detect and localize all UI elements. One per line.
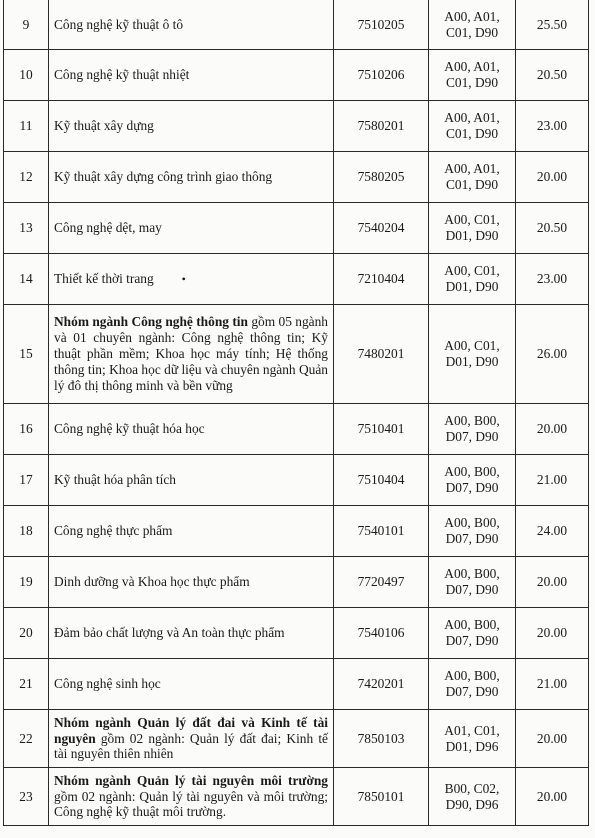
program-code: 7510401 (334, 404, 429, 455)
table-row (4, 203, 589, 254)
program-group-description: gồm 02 ngành: Quản lý tài nguyên và môi trường; Công nghệ kỹ thuật môi trường. (54, 788, 328, 820)
admission-score: 20.00 (516, 768, 589, 826)
admission-score: 21.00 (516, 455, 589, 506)
subject-combinations: A00, C01, D01, D90 (429, 305, 516, 404)
program-name: Thiết kế thời trang (54, 271, 154, 287)
subject-combinations: A00, B00, D07, D90 (429, 659, 516, 710)
program-code: 7480201 (334, 305, 429, 404)
table-row (4, 557, 589, 608)
program-code: 7580201 (334, 101, 429, 152)
subject-combinations: A00, B00, D07, D90 (429, 506, 516, 557)
program-group-title: Nhóm ngành Công nghệ thông tin (54, 314, 248, 330)
row-number: 14 (4, 254, 49, 305)
program-code: 7420201 (334, 659, 429, 710)
subject-combinations: A00, B00, D07, D90 (429, 404, 516, 455)
row-number: 15 (4, 305, 49, 404)
table-row (4, 305, 589, 404)
table-row (4, 152, 589, 203)
program-group-description: gồm 02 ngành: Quản lý đất đai; Kinh tế tài nguyên thiên nhiên (54, 730, 328, 762)
row-number: 9 (4, 0, 49, 50)
row-number: 22 (4, 710, 49, 768)
admission-score: 24.00 (516, 506, 589, 557)
program-code: 7540204 (334, 203, 429, 254)
row-number: 16 (4, 404, 49, 455)
program-name: Kỹ thuật xây dựng (49, 101, 334, 152)
admission-score: 21.00 (516, 659, 589, 710)
table-row (4, 101, 589, 152)
program-group-title: Nhóm ngành Quản lý đất đai và Kinh tế tài nguyên (54, 714, 328, 746)
admission-score: 26.00 (516, 305, 589, 404)
subject-combinations: A00, A01, C01, D90 (429, 152, 516, 203)
admission-score-table (3, 0, 589, 826)
admission-score: 20.00 (516, 152, 589, 203)
row-number: 12 (4, 152, 49, 203)
program-code: 7510206 (334, 50, 429, 101)
program-name: Công nghệ kỹ thuật ô tô (49, 0, 334, 50)
program-code: 7720497 (334, 557, 429, 608)
table-row (4, 50, 589, 101)
program-code: 7510404 (334, 455, 429, 506)
stray-mark: • (181, 272, 186, 287)
subject-combinations: A00, A01, C01, D90 (429, 50, 516, 101)
program-code: 7540106 (334, 608, 429, 659)
program-name: Công nghệ thực phẩm (49, 506, 334, 557)
program-name: Công nghệ kỹ thuật nhiệt (49, 50, 334, 101)
row-number: 19 (4, 557, 49, 608)
admission-score: 20.00 (516, 608, 589, 659)
program-name: Đảm bảo chất lượng và An toàn thực phẩm (49, 608, 334, 659)
admission-score: 23.00 (516, 254, 589, 305)
program-name: Dinh dưỡng và Khoa học thực phẩm (49, 557, 334, 608)
row-number: 13 (4, 203, 49, 254)
subject-combinations: A00, B00, D07, D90 (429, 455, 516, 506)
program-code: 7850103 (334, 710, 429, 768)
program-code: 7210404 (334, 254, 429, 305)
admission-score: 20.00 (516, 710, 589, 768)
table-row (4, 608, 589, 659)
row-number: 10 (4, 50, 49, 101)
program-name: Kỹ thuật hóa phân tích (49, 455, 334, 506)
subject-combinations: A00, B00, D07, D90 (429, 557, 516, 608)
subject-combinations: A00, C01, D01, D90 (429, 254, 516, 305)
program-group-description: gồm 05 ngành và 01 chuyên ngành: Công nghệ thông tin; Kỹ thuật phần mềm; Khoa học máy tính; Hệ thống thông tin; Khoa học dữ liệu và chuyên ngành Quản lý đô thị thông minh và bền vững (54, 314, 328, 393)
row-number: 17 (4, 455, 49, 506)
subject-combinations: A00, C01, D01, D90 (429, 203, 516, 254)
table-row (4, 506, 589, 557)
subject-combinations: A00, A01, C01, D90 (429, 0, 516, 50)
table-row (4, 659, 589, 710)
program-name: Công nghệ sinh học (49, 659, 334, 710)
row-number: 21 (4, 659, 49, 710)
program-name-cell (49, 305, 334, 404)
program-group-title: Nhóm ngành Quản lý tài nguyên môi trường (54, 772, 328, 788)
admission-score: 20.50 (516, 50, 589, 101)
program-code: 7540101 (334, 506, 429, 557)
table-row (4, 0, 589, 50)
subject-combinations: A00, B00, D07, D90 (429, 608, 516, 659)
subject-combinations: A01, C01, D01, D96 (429, 710, 516, 768)
admission-score: 25.50 (516, 0, 589, 50)
admission-score: 20.50 (516, 203, 589, 254)
admission-score: 20.00 (516, 404, 589, 455)
program-name-cell (49, 710, 334, 768)
program-code: 7510205 (334, 0, 429, 50)
program-name: Công nghệ dệt, may (49, 203, 334, 254)
admission-score: 23.00 (516, 101, 589, 152)
program-name-cell (49, 254, 334, 305)
program-name-cell (49, 768, 334, 826)
table-row (4, 710, 589, 768)
subject-combinations: B00, C02, D90, D96 (429, 768, 516, 826)
program-name: Công nghệ kỹ thuật hóa học (49, 404, 334, 455)
program-code: 7580205 (334, 152, 429, 203)
subject-combinations: A00, A01, C01, D90 (429, 101, 516, 152)
admission-score: 20.00 (516, 557, 589, 608)
row-number: 23 (4, 768, 49, 826)
table-row (4, 768, 589, 826)
row-number: 20 (4, 608, 49, 659)
program-code: 7850101 (334, 768, 429, 826)
program-name: Kỹ thuật xây dựng công trình giao thông (49, 152, 334, 203)
table-row (4, 455, 589, 506)
table-row (4, 254, 589, 305)
row-number: 11 (4, 101, 49, 152)
table-row (4, 404, 589, 455)
row-number: 18 (4, 506, 49, 557)
